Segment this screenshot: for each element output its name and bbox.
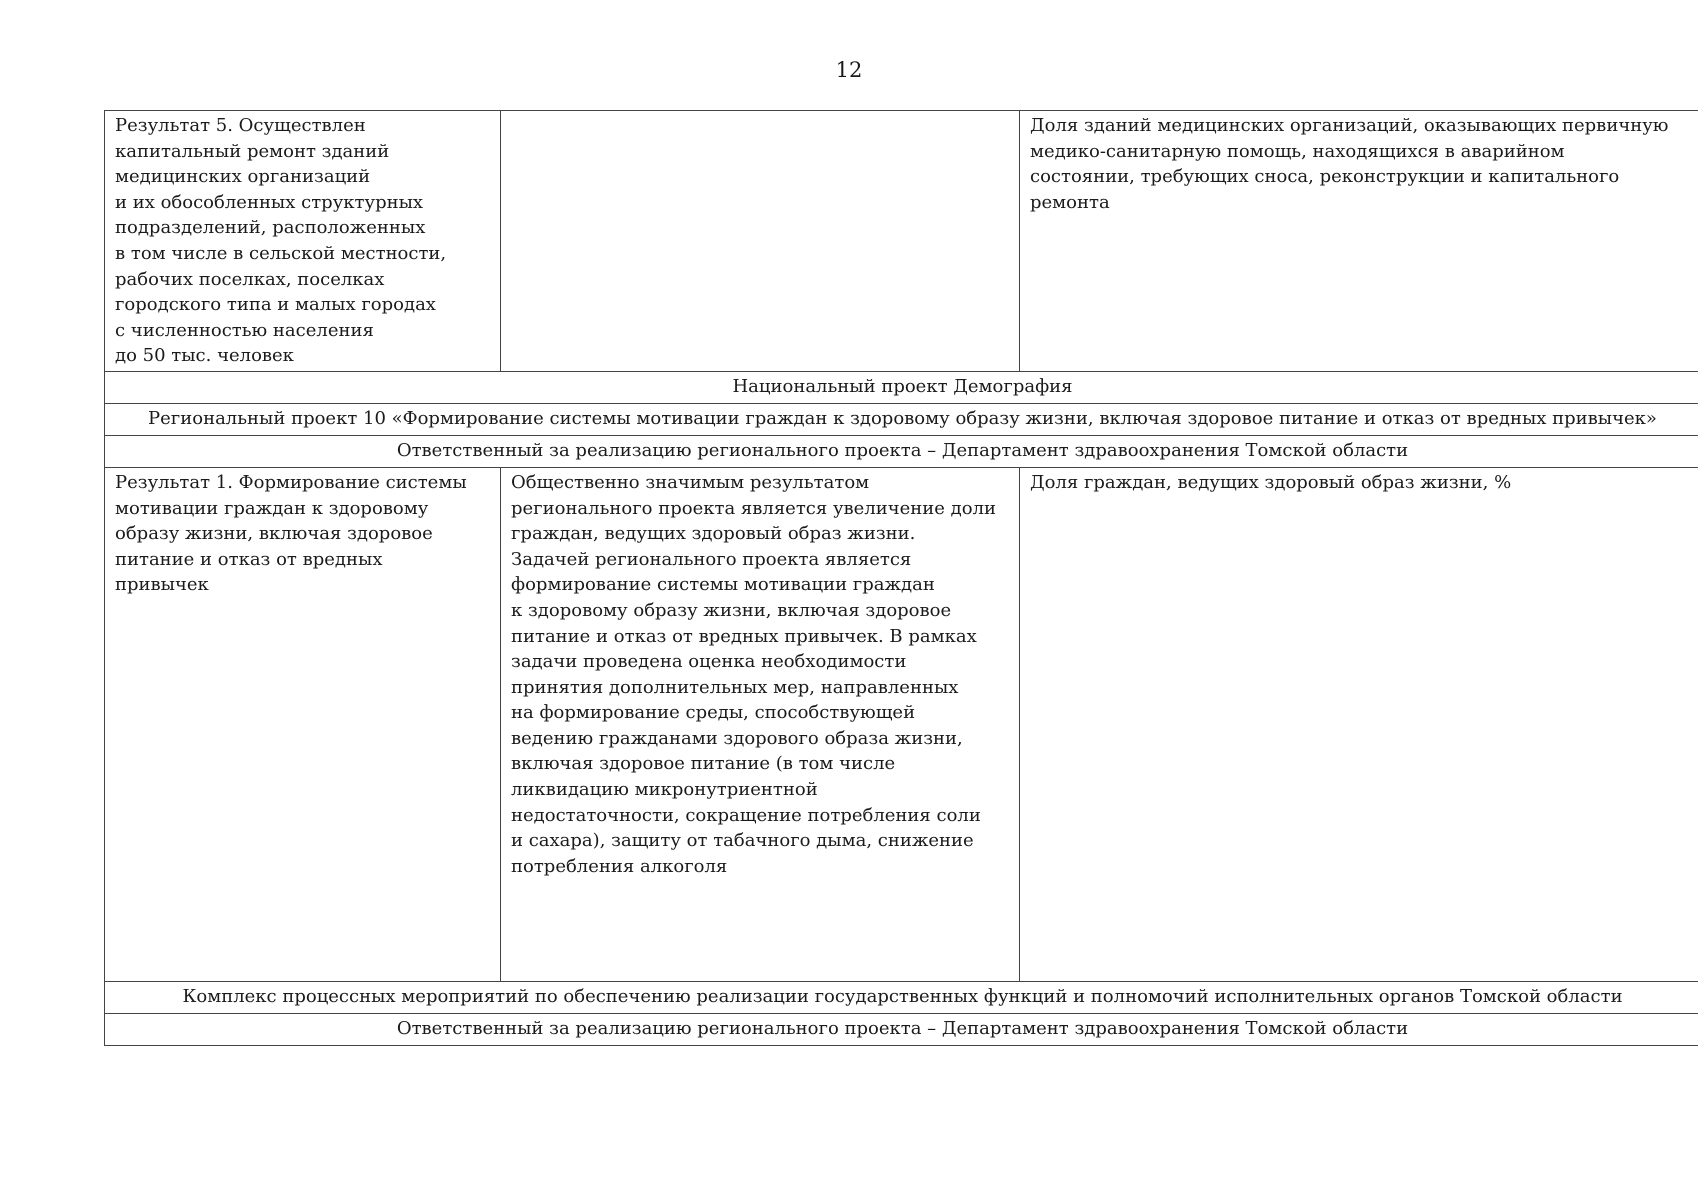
result-5-indicator: Доля зданий медицинских организаций, оказывающих первичную медико-санитарную помощь, находящихся в аварийном состоянии, требующих сноса, реконструкции и капитального ремонта [1030,115,1669,213]
description-cell [501,467,1020,981]
process-complex-heading: Комплекс процессных мероприятий по обеспечению реализации государственных функций и полномочий исполнительных органов Томской области [105,981,1698,1013]
table-row-result-5 [105,111,1698,372]
result-1-indicator: Доля граждан, ведущих здоровый образ жизни, % [1030,471,1512,493]
table-row-regional-project [105,403,1698,435]
description-cell [501,111,1020,372]
responsible-heading-1: Ответственный за реализацию регионального проекта – Департамент здравоохранения Томской области [105,435,1698,467]
table-row-result-1 [105,467,1698,981]
indicator-cell [1020,111,1698,372]
responsible-heading-2: Ответственный за реализацию регионального проекта – Департамент здравоохранения Томской области [105,1013,1698,1045]
indicator-cell [1020,467,1698,981]
national-project-heading: Национальный проект Демография [105,371,1698,403]
result-5-text: Результат 5. Осуществлен капитальный ремонт зданий медицинских организаций и их обособленных структурных подразделений, расположенных в том числе в сельской местности, рабочих поселках, поселках городского типа и малых городах с численностью населения до 50 тыс. человек [115,115,447,367]
results-table [104,110,1698,1046]
result-cell [105,467,501,981]
page-number: 12 [835,58,863,82]
result-1-description: Общественно значимым результатом регионального проекта является увеличение доли граждан, ведущих здоровый образ жизни. Задачей регионального проекта является формирование системы мотивации граждан к здоровому образу жизни, включая здоровое питание и отказ от вредных привычек. В рамках задачи проведена оценка необходимости принятия дополнительных мер, направленных на формирование среды, способствующей ведению гражданами здорового образа жизни, включая здоровое питание (в том числе ликвидацию микронутриентной недостаточности, сокращение потребления соли и сахара), защиту от табачного дыма, снижение потребления алкоголя [511,471,997,877]
table-row-responsible-1 [105,435,1698,467]
table-row-responsible-2 [105,1013,1698,1045]
table-row-process-complex [105,981,1698,1013]
regional-project-heading: Региональный проект 10 «Формирование системы мотивации граждан к здоровому образу жизни, включая здоровое питание и отказ от вредных привычек» [105,403,1698,435]
result-1-text: Результат 1. Формирование системы мотивации граждан к здоровому образу жизни, включая здоровое питание и отказ от вредных привычек [115,471,467,596]
result-cell [105,111,501,372]
table-row-national-project [105,371,1698,403]
